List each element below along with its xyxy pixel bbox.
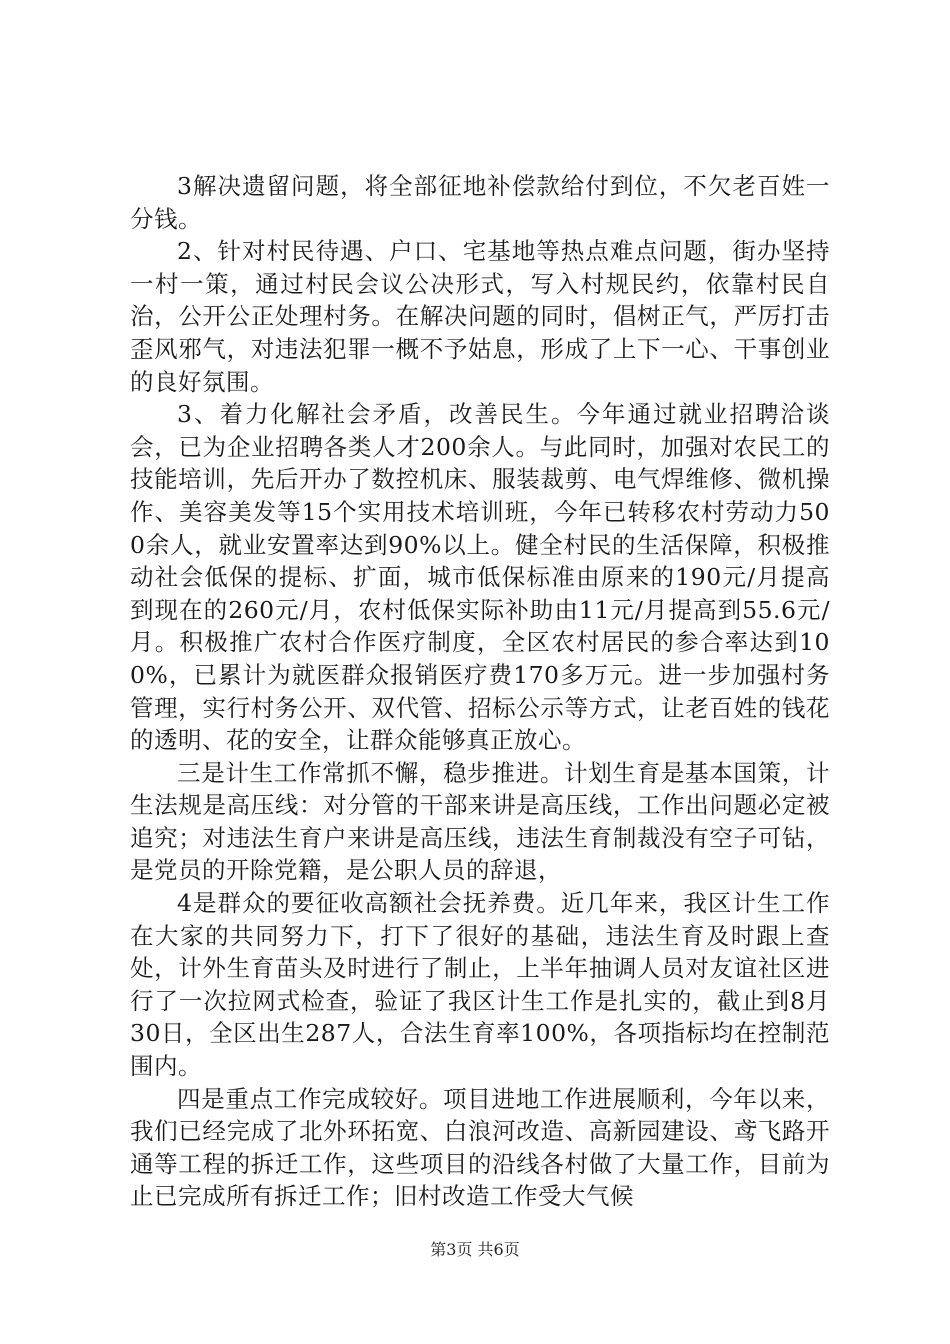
paragraph-6: 四是重点工作完成较好。项目进地工作进展顺利，今年以来，我们已经完成了北外环拓宽、白浪河改造、高新园建设、鸢飞路开通等工程的拆迁工作，这些项目的沿线各村做了大量工作，目前为止已完成所有拆迁工作；旧村改造工作受大气候 (130, 1084, 830, 1211)
paragraph-5: 4是群众的要征收高额社会抚养费。近几年来，我区计生工作在大家的共同努力下，打下了很好的基础，违法生育及时跟上查处，计外生育苗头及时进行了制止，上半年抽调人员对友谊社区进行了一次拉网式检查，验证了我区计生工作是扎实的，截止到8月30日，全区出生287人，合法生育率100%，各项指标均在控制范围内。 (130, 889, 830, 1081)
document-body (130, 170, 830, 1213)
paragraph-3: 3、着力化解社会矛盾，改善民生。今年通过就业招聘洽谈会，已为企业招聘各类人才200余人。与此同时，加强对农民工的技能培训，先后开办了数控机床、服装裁剪、电气焊维修、微机操作、美容美发等15个实用技术培训班，今年已转移农村劳动力500余人，就业安置率达到90%以上。健全村民的生活保障，积极推动社会低保的提标、扩面，城市低保标准由原来的190元/月提高到现在的260元/月，农村低保实际补助由11元/月提高到55.6元/月。积极推广农村合作医疗制度，全区农村居民的参合率达到100%，已累计为就医群众报销医疗费170多万元。进一步加强村务管理，实行村务公开、双代管、招标公示等方式，让老百姓的钱花的透明、花的安全，让群众能够真正放心。 (130, 400, 830, 755)
page-footer: 第3页 共6页 (430, 1240, 520, 1259)
paragraph-4: 三是计生工作常抓不懈，稳步推进。计划生育是基本国策，计生法规是高压线：对分管的干部来讲是高压线，工作出问题必定被追究；对违法生育户来讲是高压线，违法生育制裁没有空子可钻，是党员的开除党籍，是公职人员的辞退， (130, 758, 830, 885)
paragraph-2: 2、针对村民待遇、户口、宅基地等热点难点问题，街办坚持一村一策，通过村民会议公决形式，写入村规民约，依靠村民自治，公开公正处理村务。在解决问题的同时，倡树正气，严厉打击歪风邪气，对违法犯罪一概不予姑息，形成了上下一心、干事创业的良好氛围。 (130, 237, 830, 396)
paragraph-1: 3解决遗留问题，将全部征地补偿款给付到位，不欠老百姓一分钱。 (130, 172, 830, 233)
